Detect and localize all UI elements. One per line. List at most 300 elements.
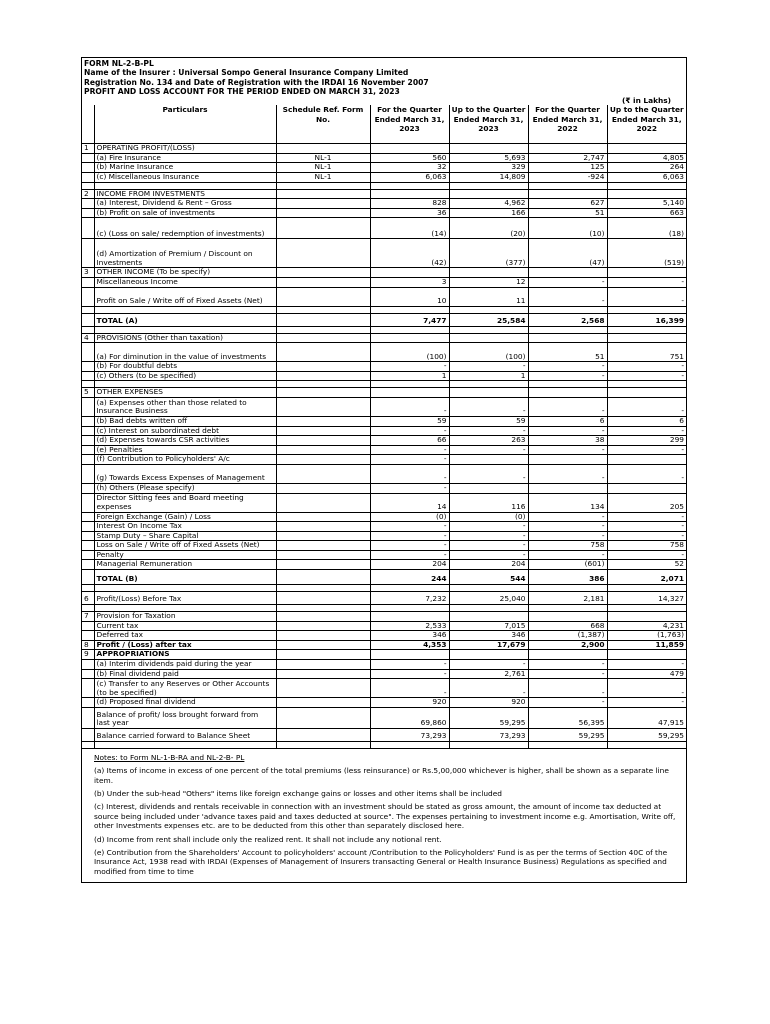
row-label: APPROPRIATIONS: [94, 650, 276, 660]
value-cell: 758: [528, 541, 607, 551]
value-cell: 38: [528, 436, 607, 446]
value-cell: [607, 144, 686, 154]
row-number: [82, 436, 94, 446]
row-label: (d) Proposed final dividend: [94, 698, 276, 708]
row-number: [82, 621, 94, 631]
value-cell: -: [449, 679, 528, 698]
schedule-ref: [276, 239, 370, 268]
schedule-ref: [276, 426, 370, 436]
row-number: [82, 464, 94, 483]
value-cell: [528, 455, 607, 465]
value-cell: 69,860: [370, 707, 449, 728]
value-cell: 7,477: [370, 313, 449, 326]
value-cell: 36: [370, 208, 449, 218]
value-cell: 7,232: [370, 592, 449, 605]
value-cell: -: [449, 426, 528, 436]
value-cell: 329: [449, 163, 528, 173]
value-cell: 52: [607, 560, 686, 570]
table-row: [82, 371, 686, 381]
row-label: Foreign Exchange (Gain) / Loss: [94, 512, 276, 522]
value-cell: (42): [370, 239, 449, 268]
row-number: [82, 287, 94, 306]
value-cell: -: [528, 522, 607, 532]
row-number: 6: [82, 592, 94, 605]
row-label: (c) Transfer to any Reserves or Other Accounts (to be specified): [94, 679, 276, 698]
value-cell: 560: [370, 153, 449, 163]
schedule-ref: [276, 343, 370, 362]
col-schedule: Schedule Ref. Form No.: [276, 105, 370, 144]
value-cell: 2,181: [528, 592, 607, 605]
value-cell: 51: [528, 343, 607, 362]
value-cell: [528, 612, 607, 622]
value-cell: -: [607, 464, 686, 483]
value-cell: -924: [528, 173, 607, 183]
row-label: Profit / (Loss) after tax: [94, 640, 276, 650]
col-particulars: Particulars: [94, 105, 276, 144]
table-row: [82, 650, 686, 660]
schedule-ref: [276, 650, 370, 660]
value-cell: -: [528, 445, 607, 455]
value-cell: [607, 189, 686, 199]
value-cell: -: [449, 464, 528, 483]
value-cell: (20): [449, 218, 528, 239]
value-cell: -: [607, 426, 686, 436]
value-cell: 299: [607, 436, 686, 446]
value-cell: 663: [607, 208, 686, 218]
schedule-ref: [276, 416, 370, 426]
value-cell: [449, 189, 528, 199]
row-number: [82, 173, 94, 183]
table-row: [82, 313, 686, 326]
value-cell: [449, 333, 528, 343]
table-row: [82, 333, 686, 343]
row-label: (f) Contribution to Policyholders' A/c: [94, 455, 276, 465]
value-cell: -: [607, 550, 686, 560]
value-cell: 16,399: [607, 313, 686, 326]
value-cell: (0): [449, 512, 528, 522]
value-cell: -: [370, 679, 449, 698]
value-cell: 6: [528, 416, 607, 426]
table-row: [82, 362, 686, 372]
table-row: [82, 277, 686, 287]
row-label: PROVISIONS (Other than taxation): [94, 333, 276, 343]
row-number: [82, 522, 94, 532]
schedule-ref: [276, 313, 370, 326]
value-cell: -: [528, 397, 607, 416]
value-cell: -: [528, 669, 607, 679]
value-cell: [528, 189, 607, 199]
table-row: [82, 631, 686, 641]
value-cell: [449, 268, 528, 278]
value-cell: (601): [528, 560, 607, 570]
table-row: [82, 640, 686, 650]
table-row: [82, 189, 686, 199]
value-cell: 1: [370, 371, 449, 381]
schedule-ref: NL-1: [276, 163, 370, 173]
value-cell: [449, 144, 528, 154]
row-label: (b) Profit on sale of investments: [94, 208, 276, 218]
value-cell: [449, 483, 528, 493]
value-cell: -: [528, 362, 607, 372]
value-cell: -: [370, 397, 449, 416]
table-row: [82, 698, 686, 708]
row-label: (a) For diminution in the value of investments: [94, 343, 276, 362]
row-number: [82, 698, 94, 708]
schedule-ref: [276, 333, 370, 343]
spacer-row: [82, 306, 686, 313]
schedule-ref: [276, 397, 370, 416]
value-cell: -: [370, 541, 449, 551]
value-cell: -: [607, 277, 686, 287]
value-cell: 25,584: [449, 313, 528, 326]
spacer-row: [82, 182, 686, 189]
table-row: [82, 455, 686, 465]
table-row: [82, 416, 686, 426]
value-cell: -: [449, 397, 528, 416]
row-label: (e) Penalties: [94, 445, 276, 455]
value-cell: 5,693: [449, 153, 528, 163]
schedule-ref: [276, 698, 370, 708]
table-row: [82, 153, 686, 163]
row-number: 3: [82, 268, 94, 278]
value-cell: 4,805: [607, 153, 686, 163]
value-cell: -: [607, 512, 686, 522]
value-cell: -: [370, 522, 449, 532]
spacer-row: [82, 585, 686, 592]
row-number: 7: [82, 612, 94, 622]
value-cell: -: [370, 464, 449, 483]
table-row: [82, 436, 686, 446]
schedule-ref: [276, 199, 370, 209]
schedule-ref: [276, 592, 370, 605]
row-label: (d) Amortization of Premium / Discount on Investments: [94, 239, 276, 268]
value-cell: 479: [607, 669, 686, 679]
value-cell: 828: [370, 199, 449, 209]
row-label: INCOME FROM INVESTMENTS: [94, 189, 276, 199]
value-cell: 17,679: [449, 640, 528, 650]
value-cell: 32: [370, 163, 449, 173]
value-cell: -: [449, 541, 528, 551]
value-cell: [607, 268, 686, 278]
table-row: [82, 144, 686, 154]
value-cell: 2,071: [607, 570, 686, 585]
schedule-ref: [276, 455, 370, 465]
value-cell: -: [607, 660, 686, 670]
col-ytd-2022: Up to the Quarter Ended March 31, 2022: [607, 105, 686, 144]
value-cell: [607, 388, 686, 398]
value-cell: (100): [449, 343, 528, 362]
value-cell: -: [607, 362, 686, 372]
row-number: 4: [82, 333, 94, 343]
value-cell: 51: [528, 208, 607, 218]
value-cell: -: [528, 371, 607, 381]
value-cell: 59: [449, 416, 528, 426]
row-number: [82, 455, 94, 465]
table-row: [82, 208, 686, 218]
row-number: [82, 493, 94, 512]
schedule-ref: [276, 445, 370, 455]
value-cell: 12: [449, 277, 528, 287]
value-cell: -: [370, 550, 449, 560]
notes-heading: Notes: to Form NL-1-B-RA and NL-2-B- PL: [94, 752, 245, 762]
profit-loss-table: [82, 97, 686, 749]
table-row: [82, 669, 686, 679]
value-cell: -: [528, 531, 607, 541]
value-cell: 544: [449, 570, 528, 585]
row-label: (b) For doubtful debts: [94, 362, 276, 372]
value-cell: -: [528, 277, 607, 287]
notes-section: [82, 749, 686, 882]
value-cell: (519): [607, 239, 686, 268]
row-label: (c) Interest on subordinated debt: [94, 426, 276, 436]
value-cell: [449, 388, 528, 398]
table-row: [82, 570, 686, 585]
profit-loss-document: [81, 57, 687, 883]
value-cell: 6,063: [370, 173, 449, 183]
row-label: OTHER EXPENSES: [94, 388, 276, 398]
row-label: (b) Marine Insurance: [94, 163, 276, 173]
value-cell: 920: [449, 698, 528, 708]
row-number: [82, 163, 94, 173]
row-label: (a) Expenses other than those related to Insurance Business: [94, 397, 276, 416]
value-cell: -: [607, 531, 686, 541]
value-cell: 66: [370, 436, 449, 446]
note-c: (c) Interest, dividends and rentals receivable in connection with an investment should be stated as gross amount, the amount of income tax deducted at source being included under 'advance taxes paid and taxes deducted at source". The expenses pertaining to investment income e.g. Amortisation, Write off, other Investments expenses etc. are to be deducted from this other than separately disclosed here.: [94, 802, 676, 831]
value-cell: [449, 455, 528, 465]
value-cell: 263: [449, 436, 528, 446]
row-label: (a) Interim dividends paid during the year: [94, 660, 276, 670]
registration-info: Registration No. 134 and Date of Registration with the IRDAI 16 November 2007: [84, 77, 429, 87]
value-cell: -: [528, 550, 607, 560]
table-row: [82, 388, 686, 398]
schedule-ref: [276, 728, 370, 741]
value-cell: [449, 612, 528, 622]
spacer-row: [82, 326, 686, 333]
unit-label: (₹ in Lakhs): [621, 96, 672, 105]
value-cell: 4,353: [370, 640, 449, 650]
table-row: [82, 660, 686, 670]
schedule-ref: [276, 144, 370, 154]
table-row: [82, 493, 686, 512]
value-cell: [607, 333, 686, 343]
row-number: [82, 631, 94, 641]
value-cell: [370, 333, 449, 343]
value-cell: [607, 483, 686, 493]
schedule-ref: [276, 660, 370, 670]
value-cell: (100): [370, 343, 449, 362]
value-cell: -: [528, 660, 607, 670]
row-number: [82, 371, 94, 381]
row-label: TOTAL (A): [94, 313, 276, 326]
value-cell: -: [528, 287, 607, 306]
value-cell: 14,809: [449, 173, 528, 183]
row-label: Profit on Sale / Write off of Fixed Assets (Net): [94, 287, 276, 306]
value-cell: 2,900: [528, 640, 607, 650]
schedule-ref: [276, 388, 370, 398]
table-row: [82, 728, 686, 741]
value-cell: 264: [607, 163, 686, 173]
row-number: [82, 277, 94, 287]
row-number: [82, 707, 94, 728]
schedule-ref: [276, 707, 370, 728]
value-cell: 4,962: [449, 199, 528, 209]
row-number: [82, 343, 94, 362]
schedule-ref: [276, 612, 370, 622]
table-row: [82, 268, 686, 278]
value-cell: (18): [607, 218, 686, 239]
row-number: [82, 208, 94, 218]
row-label: Penalty: [94, 550, 276, 560]
row-number: [82, 445, 94, 455]
value-cell: -: [449, 445, 528, 455]
row-number: [82, 550, 94, 560]
value-cell: [528, 650, 607, 660]
value-cell: [528, 268, 607, 278]
value-cell: -: [607, 445, 686, 455]
table-row: [82, 512, 686, 522]
schedule-ref: [276, 531, 370, 541]
value-cell: 11: [449, 287, 528, 306]
value-cell: [370, 650, 449, 660]
value-cell: 14: [370, 493, 449, 512]
row-number: [82, 512, 94, 522]
row-label: Managerial Remuneration: [94, 560, 276, 570]
schedule-ref: [276, 512, 370, 522]
value-cell: 204: [370, 560, 449, 570]
spacer-row: [82, 605, 686, 612]
schedule-ref: [276, 550, 370, 560]
value-cell: (47): [528, 239, 607, 268]
value-cell: -: [528, 512, 607, 522]
row-label: Stamp Duty – Share Capital: [94, 531, 276, 541]
row-number: [82, 397, 94, 416]
value-cell: -: [607, 287, 686, 306]
schedule-ref: NL-1: [276, 173, 370, 183]
table-row: [82, 426, 686, 436]
value-cell: 116: [449, 493, 528, 512]
value-cell: -: [528, 679, 607, 698]
schedule-ref: [276, 464, 370, 483]
statement-title: PROFIT AND LOSS ACCOUNT FOR THE PERIOD ENDED ON MARCH 31, 2023: [84, 87, 400, 97]
value-cell: 3: [370, 277, 449, 287]
value-cell: 346: [449, 631, 528, 641]
table-row: [82, 679, 686, 698]
note-d: (d) Income from rent shall include only the realized rent. It shall not include any notional rent.: [94, 834, 442, 844]
table-row: [82, 173, 686, 183]
unit-row: [82, 97, 686, 106]
value-cell: 59,295: [528, 728, 607, 741]
row-number: [82, 570, 94, 585]
value-cell: 758: [607, 541, 686, 551]
schedule-ref: [276, 669, 370, 679]
value-cell: 10: [370, 287, 449, 306]
value-cell: 7,015: [449, 621, 528, 631]
row-label: (c) Others (to be specified): [94, 371, 276, 381]
value-cell: -: [449, 550, 528, 560]
row-label: Director Sitting fees and Board meeting expenses: [94, 493, 276, 512]
note-b: (b) Under the sub-head "Others" items like foreign exchange gains or losses and other items shall be included: [94, 789, 502, 799]
value-cell: 386: [528, 570, 607, 585]
value-cell: -: [449, 362, 528, 372]
row-number: 1: [82, 144, 94, 154]
table-row: [82, 522, 686, 532]
row-label: (c) (Loss on sale/ redemption of investments): [94, 218, 276, 239]
schedule-ref: [276, 640, 370, 650]
value-cell: 56,395: [528, 707, 607, 728]
value-cell: [370, 144, 449, 154]
value-cell: -: [370, 660, 449, 670]
value-cell: (0): [370, 512, 449, 522]
value-cell: (1,763): [607, 631, 686, 641]
value-cell: [370, 612, 449, 622]
value-cell: [449, 650, 528, 660]
schedule-ref: [276, 522, 370, 532]
row-label: Miscellaneous Income: [94, 277, 276, 287]
table-row: [82, 531, 686, 541]
row-label: OPERATING PROFIT/(LOSS): [94, 144, 276, 154]
col-q-2022: For the Quarter Ended March 31, 2022: [528, 105, 607, 144]
row-label: Balance of profit/ loss brought forward from last year: [94, 707, 276, 728]
value-cell: 59,295: [449, 707, 528, 728]
table-row: [82, 199, 686, 209]
row-label: (b) Bad debts written off: [94, 416, 276, 426]
value-cell: 244: [370, 570, 449, 585]
value-cell: 205: [607, 493, 686, 512]
value-cell: 204: [449, 560, 528, 570]
schedule-ref: [276, 277, 370, 287]
value-cell: -: [370, 483, 449, 493]
schedule-ref: [276, 483, 370, 493]
value-cell: -: [370, 669, 449, 679]
note-a: (a) Items of income in excess of one percent of the total premiums (less reinsurance) or Rs.5,00,000 whichever is higher, shall be shown as a separate line item.: [94, 766, 669, 785]
value-cell: -: [528, 698, 607, 708]
value-cell: 2,747: [528, 153, 607, 163]
row-number: [82, 313, 94, 326]
value-cell: 47,915: [607, 707, 686, 728]
table-row: [82, 550, 686, 560]
row-number: [82, 560, 94, 570]
value-cell: -: [370, 445, 449, 455]
schedule-ref: [276, 287, 370, 306]
value-cell: -: [607, 698, 686, 708]
value-cell: 751: [607, 343, 686, 362]
schedule-ref: [276, 208, 370, 218]
row-number: 2: [82, 189, 94, 199]
table-row: [82, 218, 686, 239]
value-cell: [370, 189, 449, 199]
schedule-ref: [276, 371, 370, 381]
schedule-ref: [276, 218, 370, 239]
value-cell: -: [449, 660, 528, 670]
value-cell: 2,533: [370, 621, 449, 631]
value-cell: [528, 333, 607, 343]
row-label: Balance carried forward to Balance Sheet: [94, 728, 276, 741]
value-cell: -: [449, 531, 528, 541]
value-cell: -: [370, 362, 449, 372]
spacer-row: [82, 381, 686, 388]
row-number: [82, 728, 94, 741]
value-cell: 920: [370, 698, 449, 708]
table-row: [82, 343, 686, 362]
row-number: [82, 660, 94, 670]
row-number: 9: [82, 650, 94, 660]
col-q-2023: For the Quarter Ended March 31, 2023: [370, 105, 449, 144]
row-label: Loss on Sale / Write off of Fixed Assets (Net): [94, 541, 276, 551]
row-number: [82, 199, 94, 209]
value-cell: 73,293: [449, 728, 528, 741]
value-cell: [528, 388, 607, 398]
insurer-name: Name of the Insurer : Universal Sompo General Insurance Company Limited: [84, 68, 409, 78]
